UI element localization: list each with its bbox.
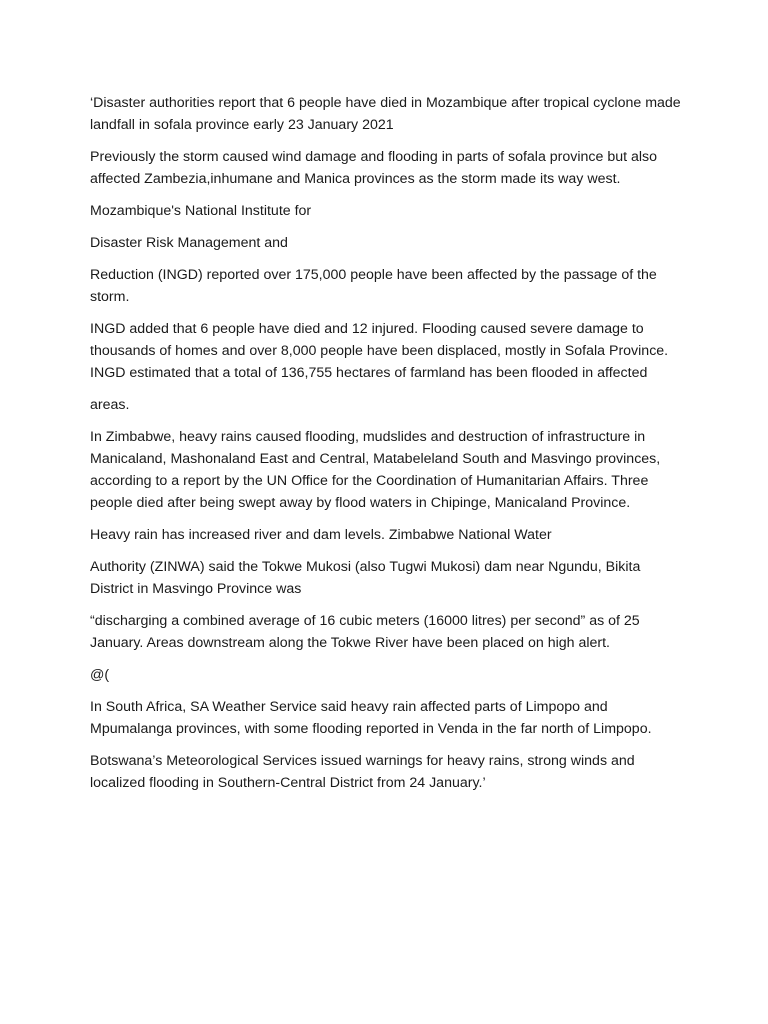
paragraph-discharge-quote: “discharging a combined average of 16 cubic meters (16000 litres) per second” as of 25 January. Areas downstream along the Tokwe River have been placed on high alert. (90, 613, 640, 651)
document-body (90, 92, 682, 804)
paragraph-zinwa-dam: Authority (ZINWA) said the Tokwe Mukosi (also Tugwi Mukosi) dam near Ngundu, Bikita District in Masvingo Province was (90, 559, 641, 597)
paragraph-zimbabwe-flooding: In Zimbabwe, heavy rains caused flooding, mudslides and destruction of infrastructure in Manicaland, Mashonaland East and Central, Matabeleland South and Masvingo provinces, according to a report by the UN Office for the Coordination of Humanitarian Affairs. Three people died after being swept away by flood waters in Chipinge, Manicaland Province. (90, 429, 661, 511)
paragraph-stray-chars: @( (90, 667, 110, 683)
paragraph-mozambique-deaths: ‘Disaster authorities report that 6 people have died in Mozambique after tropical cyclone made landfall in sofala province early 23 January 2021 (90, 95, 681, 133)
paragraph-ingd-casualties: INGD added that 6 people have died and 12 injured. Flooding caused severe damage to thousands of homes and over 8,000 people have been displaced, mostly in Sofala Province. INGD estimated that a total of 136,755 hectares of farmland has been flooded in affected (90, 321, 669, 381)
paragraph-institute-name-2: Disaster Risk Management and (90, 235, 288, 251)
paragraph-ingd-affected: Reduction (INGD) reported over 175,000 people have been affected by the passage of the storm. (90, 267, 657, 305)
paragraph-river-levels: Heavy rain has increased river and dam levels. Zimbabwe National Water (90, 527, 552, 543)
paragraph-botswana: Botswana’s Meteorological Services issued warnings for heavy rains, strong winds and localized flooding in Southern-Central District from 24 January.’ (90, 753, 635, 791)
paragraph-institute-name-1: Mozambique's National Institute for (90, 203, 312, 219)
paragraph-areas: areas. (90, 397, 130, 413)
paragraph-south-africa: In South Africa, SA Weather Service said heavy rain affected parts of Limpopo and Mpumalanga provinces, with some flooding reported in Venda in the far north of Limpopo. (90, 699, 652, 737)
paragraph-storm-damage: Previously the storm caused wind damage and flooding in parts of sofala province but also affected Zambezia,inhumane and Manica provinces as the storm made its way west. (90, 149, 658, 187)
